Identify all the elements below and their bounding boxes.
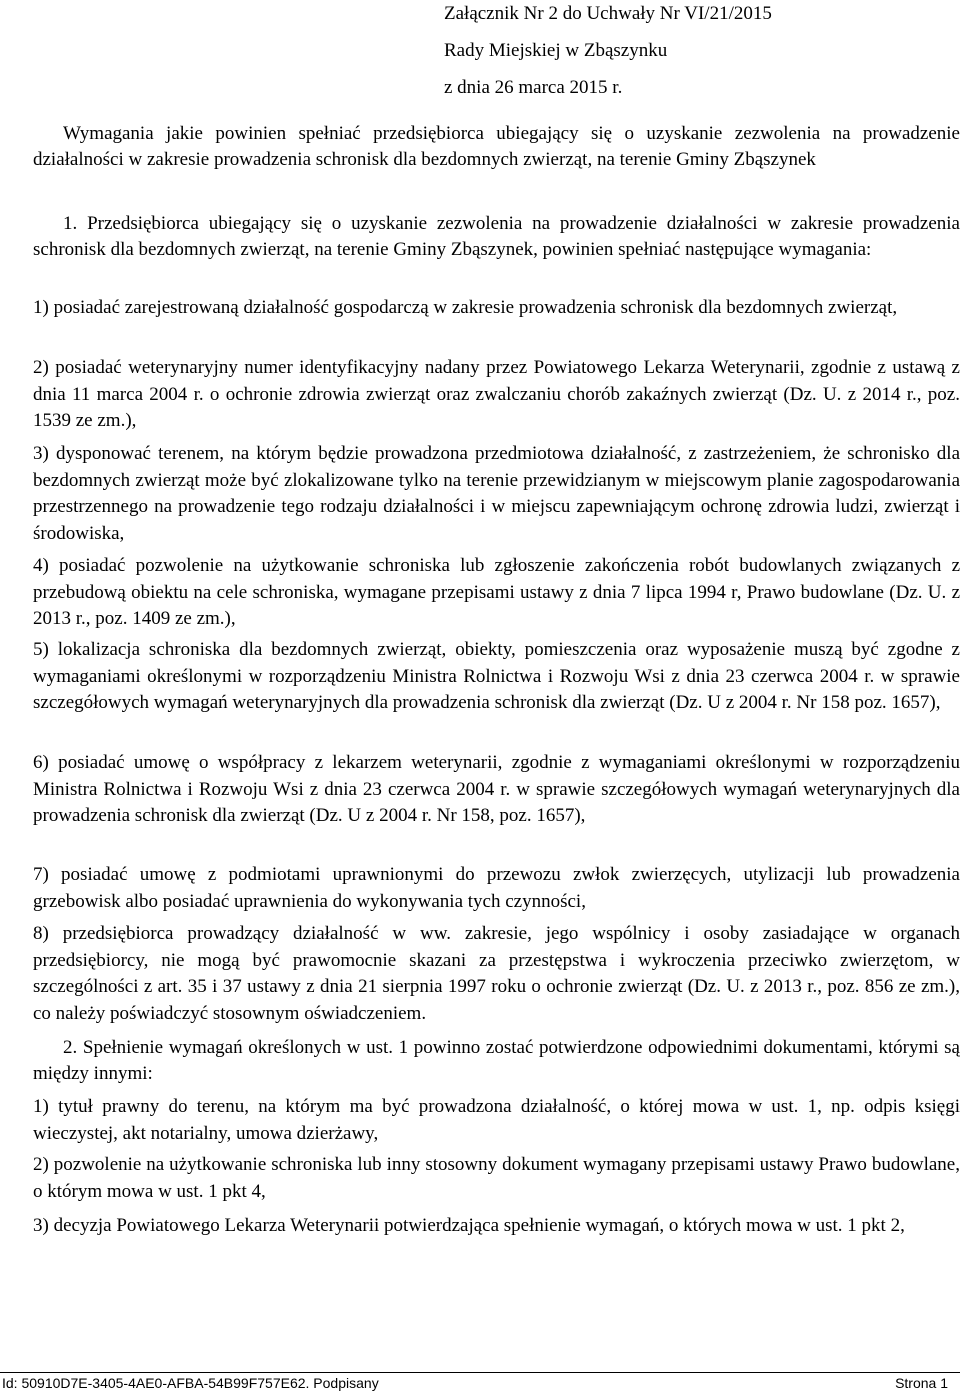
document-title: Wymagania jakie powinien spełniać przedsiębiorca ubiegający się o uzyskanie zezwolenia na prowadzenie działalności w zakresie prowadzenia schronisk dla bezdomnych zwierząt, na terenie Gminy Zbąszynek [33, 123, 960, 170]
footer-rule [0, 1372, 960, 1373]
section-2-intro: 2. Spełnienie wymagań określonych w ust. 1 powinno zostać potwierdzone odpowiednimi dokumentami, którymi są między innymi: [33, 1037, 960, 1084]
section-1-item-8: 8) przedsiębiorca prowadzący działalność w ww. zakresie, jego wspólnicy i osoby zasiadające w organach przedsiębiorcy, nie mogą być prawomocnie skazani za przestępstwa i wykroczenia przeciwko zwierzętom, w szczególności z art. 35 i 37 ustawy z dnia 21 sierpnia 1997 roku o ochronie zwierząt (Dz. U. z 2013 r., poz. 856 ze zm.), co należy poświadczyć stosownym oświadczeniem. [33, 923, 960, 1024]
section-2-item-2: 2) pozwolenie na użytkowanie schroniska lub inny stosowny dokument wymagany przepisami ustawy Prawo budowlane, o którym mowa w ust. 1 pkt 4, [33, 1154, 960, 1202]
section-1-item-3: 3) dysponować terenem, na którym będzie prowadzona przedmiotowa działalność, z zastrzeżeniem, że schronisko dla bezdomnych zwierząt może być zlokalizowane tylko na terenie przewidzianym w miejscowym planie zagospodarowania przestrzennego na prowadzenie tego rodzaju działalności i w miejscu zapewniającym ochronę zdrowia ludzi, zwierząt i środowiska, [33, 443, 960, 544]
section-1-item-4: 4) posiadać pozwolenie na użytkowanie schroniska lub zgłoszenie zakończenia robót budowlanych związanych z przebudową obiektu na cele schroniska, wymagane przepisami ustawy z dnia 7 lipca 1994 r, Prawo budowlane (Dz. U. z 2013 r., poz. 1409 ze zm.), [33, 555, 960, 629]
header-date-line: z dnia 26 marca 2015 r. [444, 77, 623, 98]
header-council-line: Rady Miejskiej w Zbąszynku [444, 40, 668, 61]
header-annex-line: Załącznik Nr 2 do Uchwały Nr VI/21/2015 [444, 3, 772, 24]
section-2-item-3: 3) decyzja Powiatowego Lekarza Weterynarii potwierdzająca spełnienie wymagań, o których mowa w ust. 1 pkt 2, [33, 1215, 905, 1236]
section-1-intro: 1. Przedsiębiorca ubiegający się o uzyskanie zezwolenia na prowadzenie działalności w zakresie prowadzenia schronisk dla bezdomnych zwierząt, na terenie Gminy Zbąszynek, powinien spełniać następujące wymagania: [33, 213, 960, 260]
section-1-item-6: 6) posiadać umowę o współpracy z lekarzem weterynarii, zgodnie z wymaganiami określonymi w rozporządzeniu Ministra Rolnictwa i Rozwoju Wsi z dnia 23 czerwca 2004 r. w sprawie szczegółowych wymagań weterynaryjnych dla prowadzenia schronisk dla zwierząt (Dz. U z 2004 r. Nr 158, poz. 1657), [33, 752, 960, 826]
section-2-item-1: 1) tytuł prawny do terenu, na którym ma być prowadzona działalność, o której mowa w ust. 1, np. odpis księgi wieczystej, akt notarialny, umowa dzierżawy, [33, 1096, 960, 1144]
document-id: Id: 50910D7E-3405-4AE0-AFBA-54B99F757E62. Podpisany [2, 1375, 379, 1391]
page-number: Strona 1 [895, 1375, 948, 1391]
section-1-item-7: 7) posiadać umowę z podmiotami uprawnionymi do przewozu zwłok zwierzęcych, utylizacji lub prowadzenia grzebowisk albo posiadać uprawnienia do wykonywania tych czynności, [33, 864, 960, 912]
section-1-item-5: 5) lokalizacja schroniska dla bezdomnych zwierząt, obiekty, pomieszczenia oraz wyposażenie muszą być zgodne z wymaganiami określonymi w rozporządzeniu Ministra Rolnictwa i Rozwoju Wsi z dnia 23 czerwca 2004 r. w sprawie szczegółowych wymagań weterynaryjnych dla prowadzenia schronisk dla zwierząt (Dz. U z 2004 r. Nr 158 poz. 1657), [33, 639, 960, 713]
section-1-item-1: 1) posiadać zarejestrowaną działalność gospodarczą w zakresie prowadzenia schronisk dla bezdomnych zwierząt, [33, 297, 898, 318]
section-1-item-2: 2) posiadać weterynaryjny numer identyfikacyjny nadany przez Powiatowego Lekarza Weterynarii, zgodnie z ustawą z dnia 11 marca 2004 r. o ochronie zdrowia zwierząt oraz zwalczaniu chorób zakaźnych zwierząt (Dz. U. z 2014 r., poz. 1539 ze zm.), [33, 357, 960, 431]
